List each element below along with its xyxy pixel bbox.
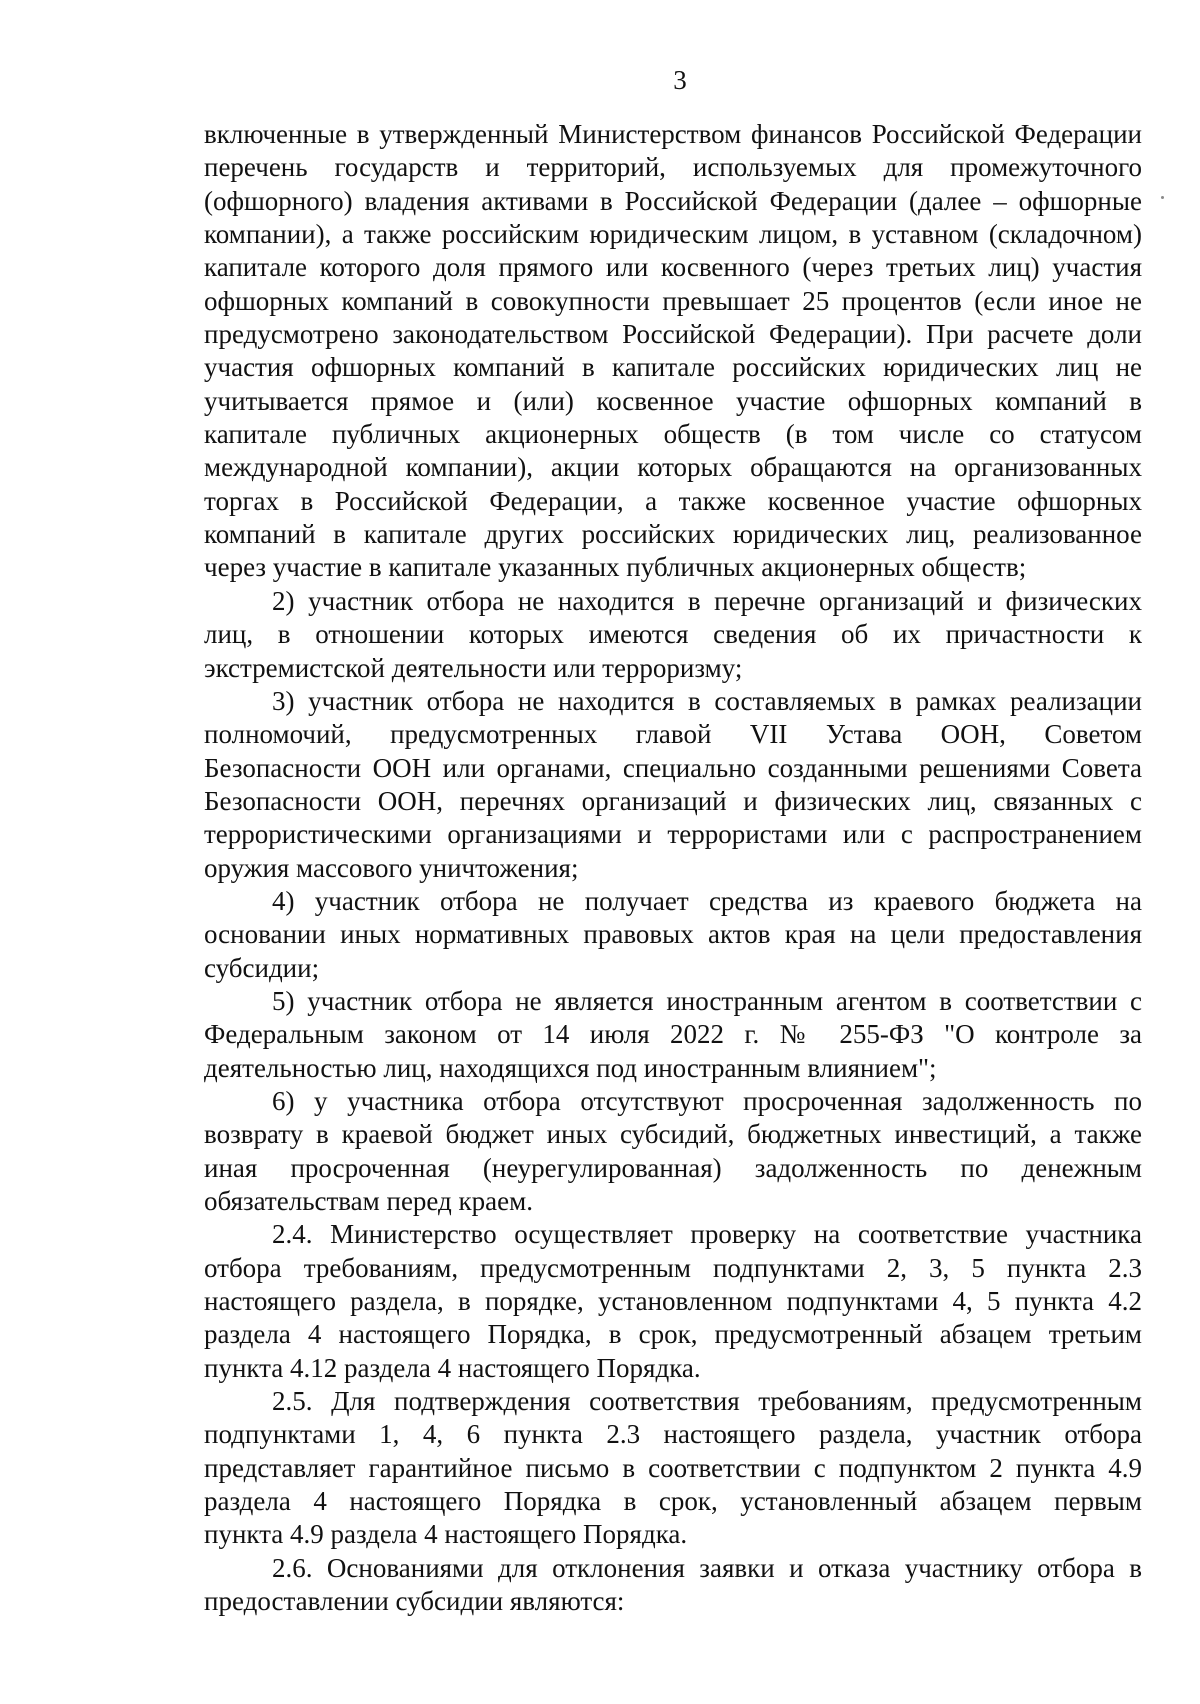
text-line: оружия массового уничтожения;: [204, 852, 579, 883]
text-line: перечень государств и территорий, используемых для промежуточного: [204, 152, 1142, 183]
page-number: 3: [673, 65, 687, 95]
text-line: (офшорного) владения активами в Российской Федерации (далее – офшорные: [204, 185, 1142, 216]
text-line: раздела 4 настоящего Порядка в срок, установленный абзацем первым: [204, 1486, 1142, 1517]
text-line: участия офшорных компаний в капитале российских юридических лиц не: [204, 352, 1142, 383]
text-line: 6) у участника отбора отсутствуют просроченная задолженность по: [272, 1085, 1142, 1116]
text-line: подпунктами 1, 4, 6 пункта 2.3 настоящего раздела, участник отбора: [204, 1419, 1142, 1450]
text-line: лиц, в отношении которых имеются сведения об их причастности к: [204, 619, 1142, 650]
text-line: экстремистской деятельности или терроризму;: [204, 652, 743, 683]
text-line: террористическими организациями и террористами или с распространением: [204, 819, 1142, 850]
text-line: 3) участник отбора не находится в составляемых в рамках реализации: [272, 685, 1142, 716]
scan-artifact: [1161, 196, 1164, 199]
text-line: 2.6. Основаниями для отклонения заявки и отказа участнику отбора в: [272, 1552, 1142, 1583]
text-line: 4) участник отбора не получает средства из краевого бюджета на: [272, 885, 1142, 916]
text-line: включенные в утвержденный Министерством финансов Российской Федерации: [204, 119, 1142, 149]
text-line: предоставлении субсидии являются:: [204, 1586, 625, 1617]
text-line: настоящего раздела, в порядке, установленном подпунктами 4, 5 пункта 4.2: [204, 1286, 1142, 1317]
text-line: Федеральным законом от 14 июля 2022 г. № 255-ФЗ "О контроле за: [204, 1019, 1142, 1050]
text-line: отбора требованиям, предусмотренным подпунктами 2, 3, 5 пункта 2.3: [204, 1252, 1142, 1283]
text-line: основании иных нормативных правовых актов края на цели предоставления: [204, 919, 1142, 950]
text-line: 2.5. Для подтверждения соответствия требованиям, предусмотренным: [272, 1386, 1142, 1417]
text-line: капитале публичных акционерных обществ (в том числе со статусом: [204, 419, 1142, 450]
text-line: субсидии;: [204, 952, 320, 983]
text-line: 5) участник отбора не является иностранным агентом в соответствии с: [272, 985, 1142, 1016]
text-line: офшорных компаний в совокупности превышает 25 процентов (если иное не: [204, 285, 1142, 316]
text-line: предусмотрено законодательством Российской Федерации). При расчете доли: [204, 319, 1142, 350]
text-line: раздела 4 настоящего Порядка, в срок, предусмотренный абзацем третьим: [204, 1319, 1142, 1350]
text-line: пункта 4.12 раздела 4 настоящего Порядка.: [204, 1352, 701, 1383]
document-body: [204, 118, 1142, 1618]
text-line: торгах в Российской Федерации, а также косвенное участие офшорных: [204, 485, 1142, 516]
text-line: возврату в краевой бюджет иных субсидий, бюджетных инвестиций, а также: [204, 1119, 1142, 1150]
text-line: иная просроченная (неурегулированная) задолженность по денежным: [204, 1152, 1142, 1183]
text-line: через участие в капитале указанных публичных акционерных обществ;: [204, 552, 1027, 583]
text-line: пункта 4.9 раздела 4 настоящего Порядка.: [204, 1519, 688, 1550]
text-line: компании), а также российским юридическим лицом, в уставном (складочном): [204, 219, 1142, 250]
text-line: 2.4. Министерство осуществляет проверку на соответствие участника: [272, 1219, 1142, 1250]
text-line: представляет гарантийное письмо в соответствии с подпунктом 2 пункта 4.9: [204, 1452, 1142, 1483]
text-line: Безопасности ООН или органами, специально созданными решениями Совета: [204, 752, 1142, 783]
text-line: обязательствам перед краем.: [204, 1186, 533, 1216]
text-line: учитывается прямое и (или) косвенное участие офшорных компаний в: [204, 385, 1142, 416]
text-line: капитале которого доля прямого или косвенного (через третьих лиц) участия: [204, 252, 1142, 283]
text-line: деятельностью лиц, находящихся под иностранным влиянием";: [204, 1052, 937, 1083]
text-line: 2) участник отбора не находится в перечне организаций и физических: [272, 585, 1142, 616]
text-line: компаний в капитале других российских юридических лиц, реализованное: [204, 519, 1142, 550]
text-line: Безопасности ООН, перечнях организаций и физических лиц, связанных с: [204, 785, 1142, 816]
text-line: международной компании), акции которых обращаются на организованных: [204, 452, 1142, 483]
text-line: полномочий, предусмотренных главой VII Устава ООН, Советом: [204, 719, 1142, 750]
